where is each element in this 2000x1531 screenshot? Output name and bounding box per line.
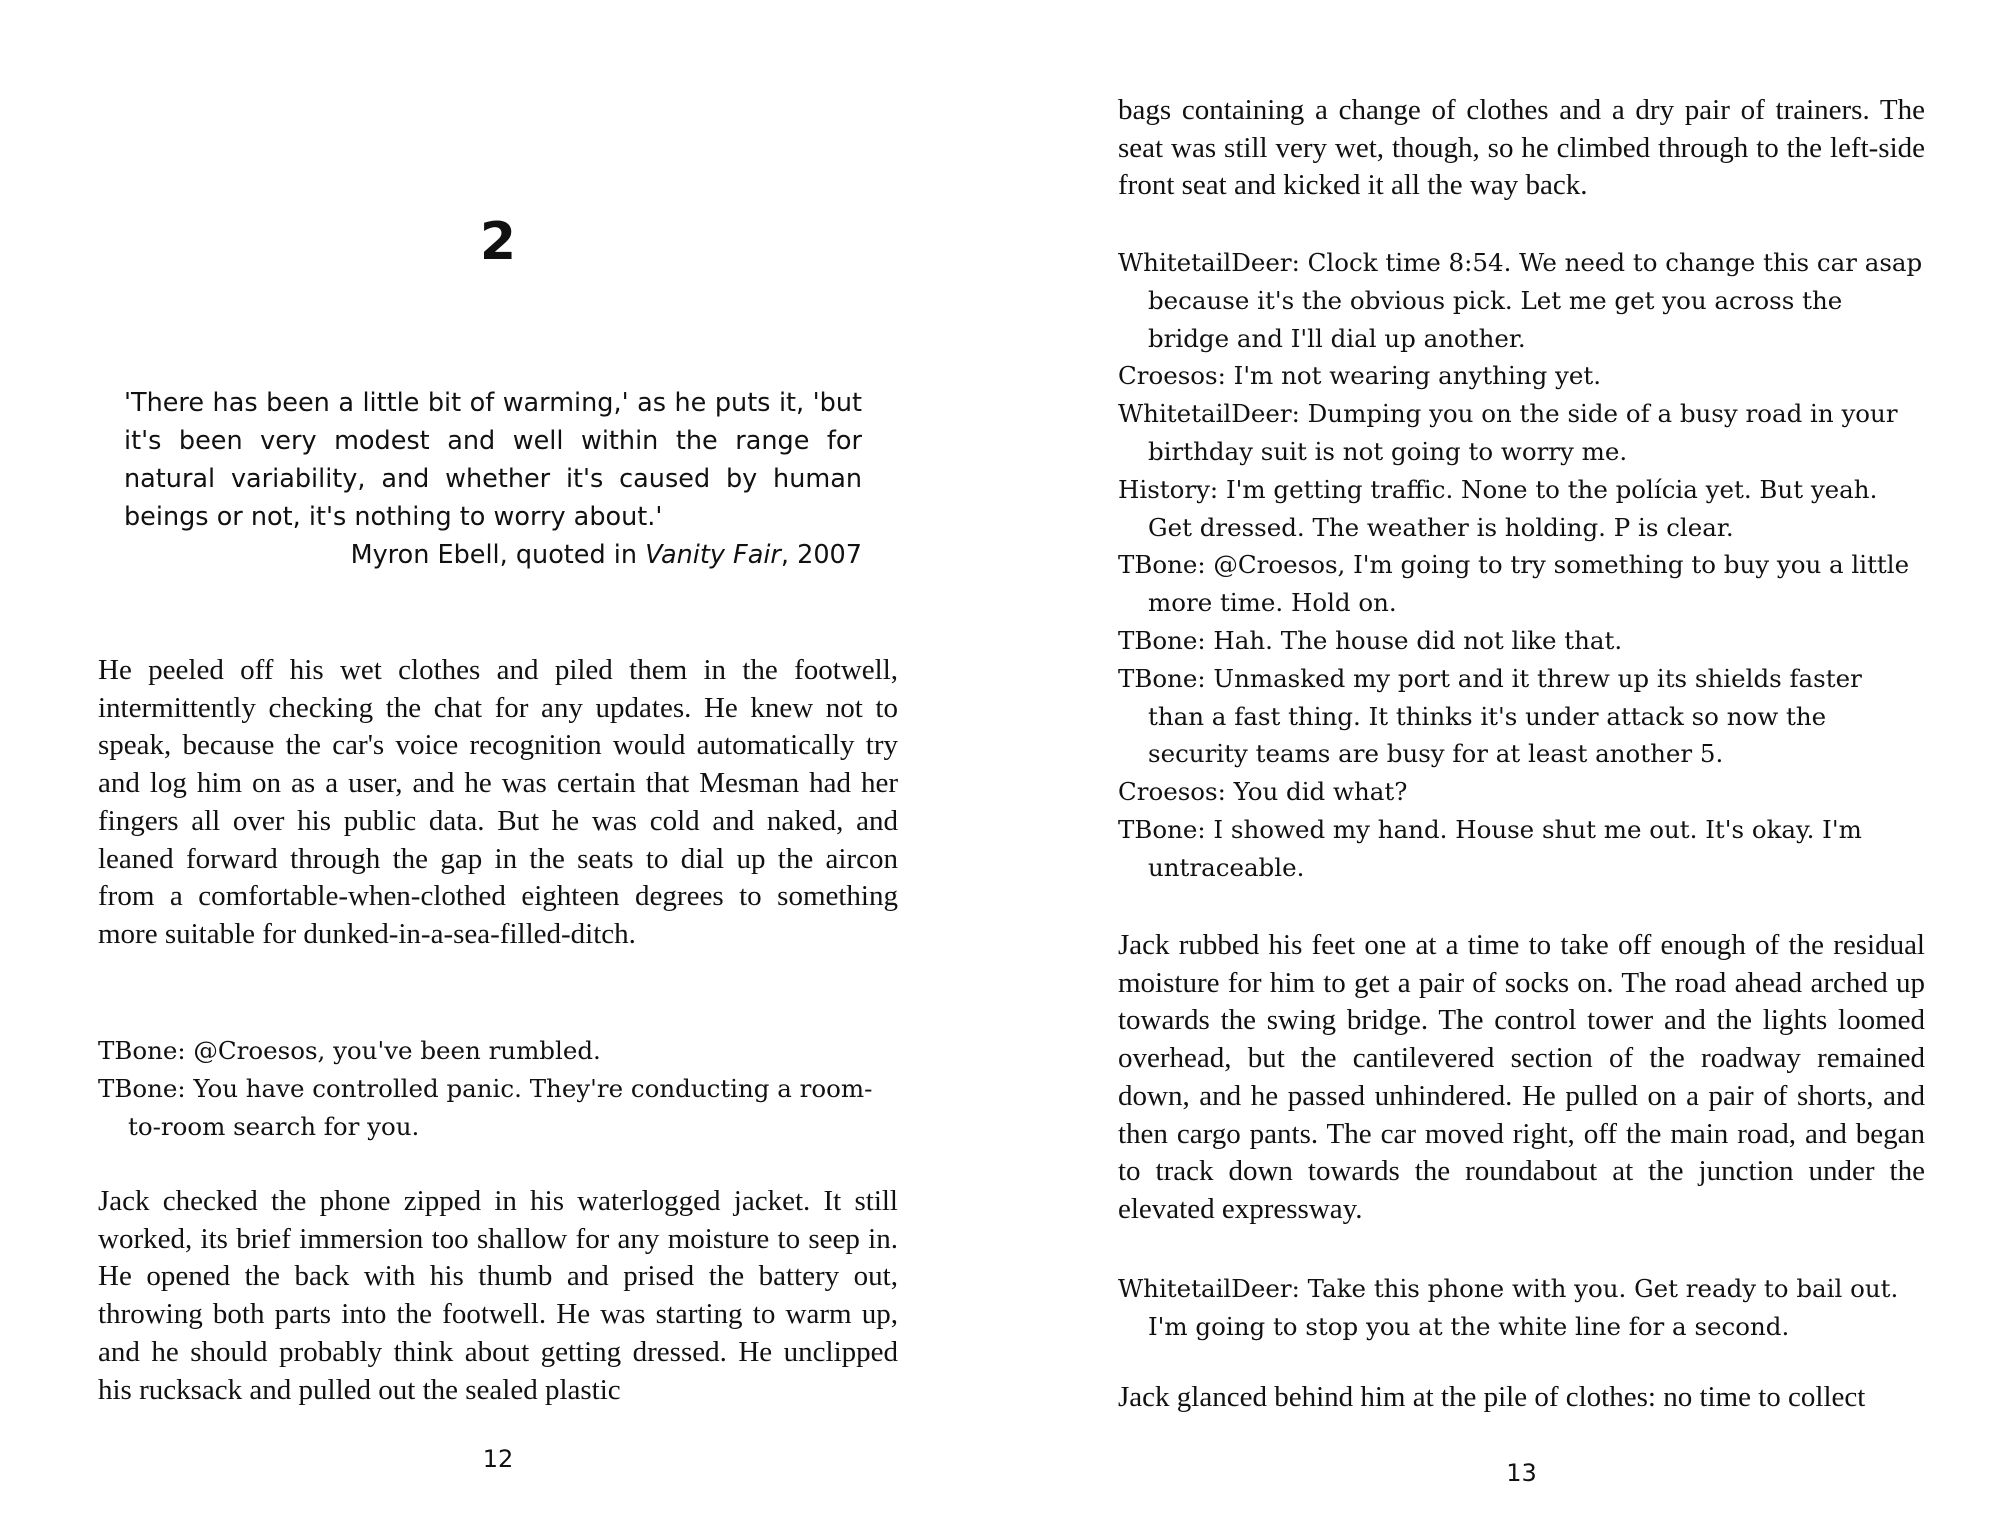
chat-message: TBone: @Croesos, you've been rumbled. (98, 1036, 601, 1065)
right-paragraph-1: bags containing a change of clothes and a dry pair of trainers. The seat was still very wet, though, so he climbed through to the left-side front seat and kicked it all the way back. (1118, 94, 1925, 202)
chat-message: WhitetailDeer: Dumping you on the side of a busy road in your birthday suit is not going to worry me. (1118, 399, 1898, 466)
right-paragraph-3-block (1118, 1379, 1925, 1417)
left-paragraph-2: Jack checked the phone zipped in his waterlogged jacket. It still worked, its brief immersion too shallow for any moisture to seep in. He opened the back with his thumb and prised the battery out, throwing both parts into the footwell. He was starting to warm up, and he should probably think about getting dressed. He unclipped his rucksack and pulled out the sealed plastic (98, 1185, 898, 1406)
attribution-suffix: , 2007 (780, 540, 862, 570)
right-page (1118, 0, 1925, 1531)
left-page (98, 0, 898, 1531)
chat-message: WhitetailDeer: Clock time 8:54. We need to change this car asap because it's the obvious pick. Let me get you across the bridge and I'll dial up another. (1118, 248, 1923, 353)
chat-message: History: I'm getting traffic. None to the polícia yet. But yeah. Get dressed. The weather is holding. P is clear. (1118, 474, 1878, 542)
right-paragraph-3: Jack glanced behind him at the pile of clothes: no time to collect (1118, 1381, 1866, 1413)
right-chat-2 (1118, 1270, 1925, 1346)
chat-message: TBone: @Croesos, I'm going to try something to buy you a little more time. Hold on. (1118, 550, 1910, 618)
epigraph-quote: 'There has been a little bit of warming,' as he puts it, 'but it's been very modest and well within the range for natural variability, and whether it's caused by human beings or not, it's nothing to worry about.' (124, 388, 862, 532)
chat-message: TBone: I showed my hand. House shut me out. It's okay. I'm untraceable. (1118, 814, 1862, 882)
right-paragraph-1-block (1118, 92, 1925, 205)
chat-message: TBone: You have controlled panic. They're conducting a room-to-room search for you. (98, 1073, 873, 1141)
right-paragraph-2-block (1118, 927, 1925, 1229)
left-paragraph-2-block (98, 1183, 898, 1409)
page-number-left: 12 (482, 1445, 514, 1473)
chat-message: Croesos: You did what? (1118, 777, 1408, 807)
left-chat-1 (98, 1032, 898, 1145)
chat-message: WhitetailDeer: Take this phone with you. Get ready to bail out. I'm going to stop you at the white line for a second. (1118, 1274, 1899, 1341)
page-number-right: 13 (1506, 1459, 1537, 1487)
attribution-source: Vanity Fair (645, 540, 781, 570)
epigraph (124, 384, 862, 574)
left-paragraph-1-block (98, 652, 898, 954)
chapter-number: 2 (479, 212, 517, 272)
right-chat-1 (1118, 244, 1925, 887)
left-paragraph-1: He peeled off his wet clothes and piled them in the footwell, intermittently checking the chat for any updates. He knew not to speak, because the car's voice recognition would automatically try and log him on as a user, and he was certain that Mesman had her fingers all over his public data. But he was cold and naked, and leaned forward through the gap in the seats to dial up the aircon from a comfortable-when-clothed eighteen degrees to something more suitable for dunked-in-a-sea-filled-ditch. (98, 654, 898, 950)
chat-message: Croesos: I'm not wearing anything yet. (1118, 361, 1602, 391)
epigraph-attribution (124, 536, 862, 574)
chat-message: TBone: Unmasked my port and it threw up its shields faster than a fast thing. It thinks it's under attack so now the security teams are busy for at least another 5. (1118, 663, 1862, 769)
chat-message: TBone: Hah. The house did not like that. (1118, 625, 1623, 655)
attribution-prefix: Myron Ebell, quoted in (350, 540, 646, 570)
right-paragraph-2: Jack rubbed his feet one at a time to take off enough of the residual moisture for him to get a pair of socks on. The road ahead arched up towards the swing bridge. The control tower and the lights loomed overhead, but the cantilevered section of the roadway remained down, and he passed unhindered. He pulled on a pair of shorts, and then cargo pants. The car moved right, off the main road, and began to track down towards the roundabout at the junction under the elevated expressway. (1118, 929, 1925, 1225)
